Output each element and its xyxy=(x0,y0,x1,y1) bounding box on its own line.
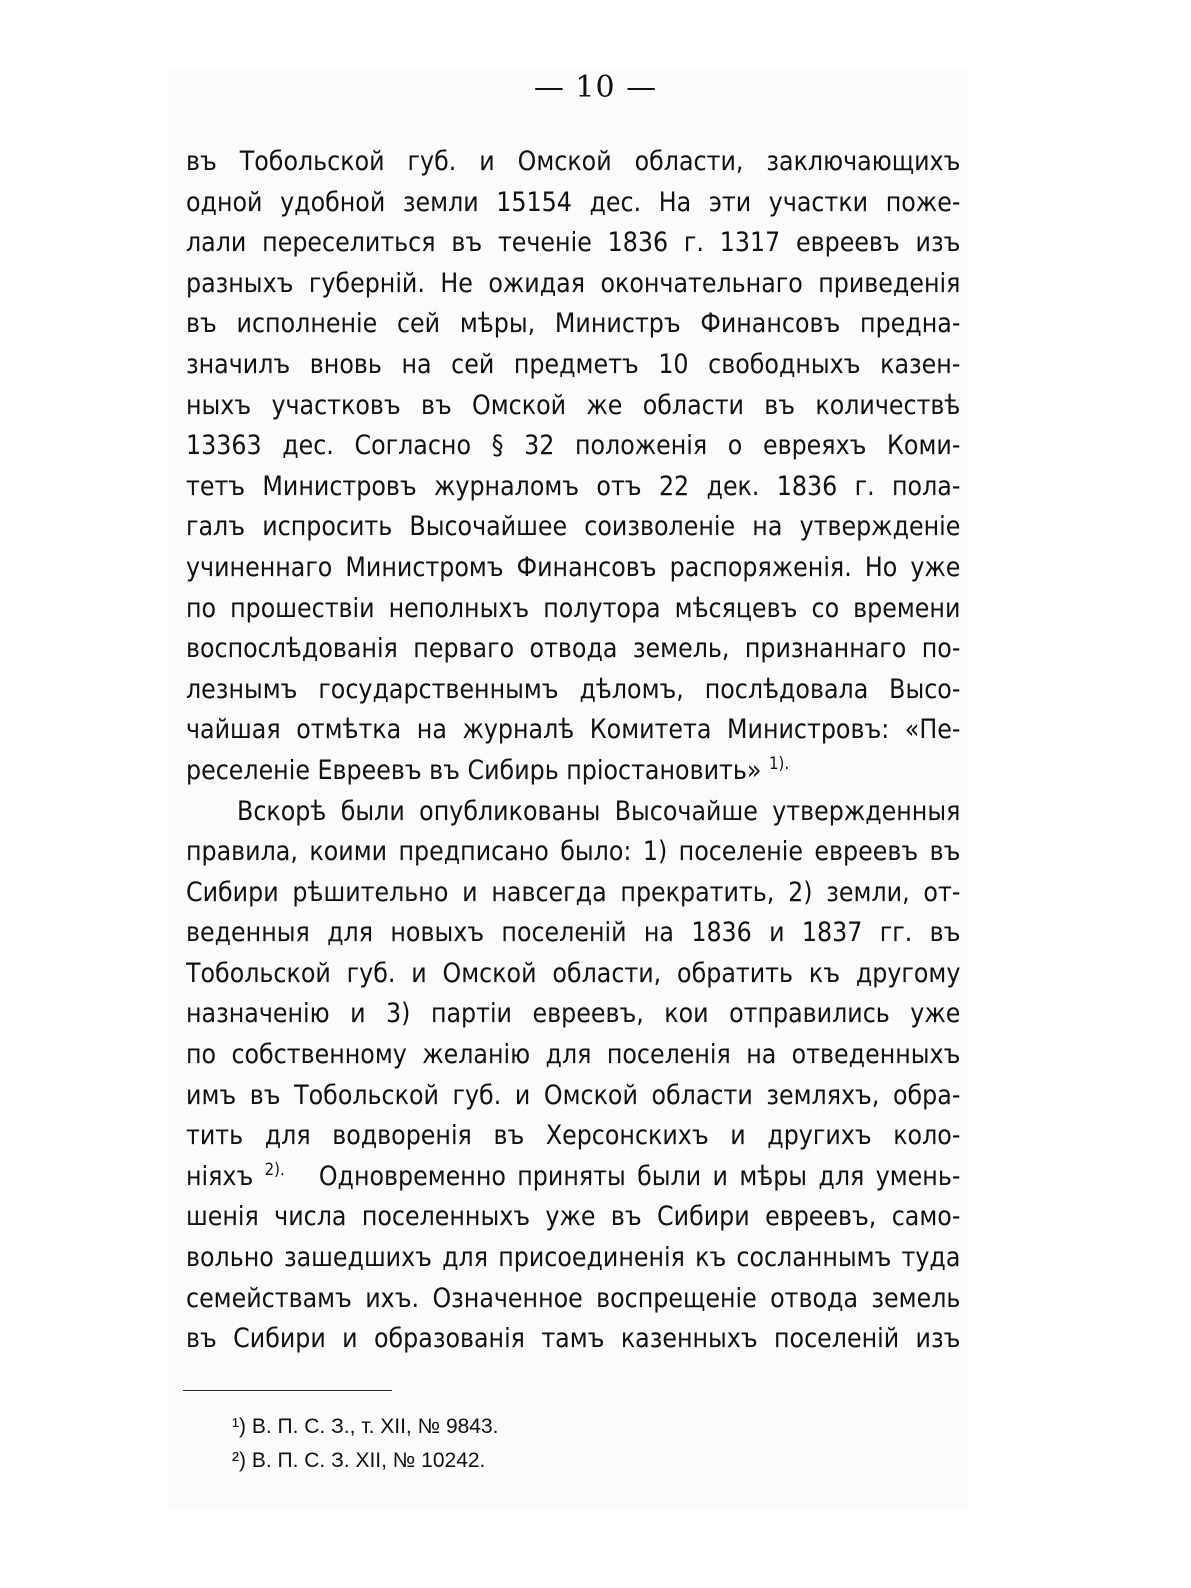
text-line: одной удобной земли 15154 дес. На эти участки поже- xyxy=(186,186,961,218)
footnote: ¹) В. П. С. З., т. XII, № 9843. xyxy=(232,1415,499,1438)
text-line: чайшая отмѣтка на журналѣ Комитета Министровъ: «Пе- xyxy=(186,714,961,746)
text-line: имъ въ Тобольской губ. и Омской области земляхъ, обра- xyxy=(186,1079,961,1111)
body-text xyxy=(186,142,960,1360)
text-line: лали переселиться въ теченіе 1836 г. 1317 евреевъ изъ xyxy=(186,227,961,259)
text-line-content: реселеніе Евреевъ въ Сибирь пріостановить» xyxy=(186,754,762,786)
text-line: значилъ вновь на сей предметъ 10 свободныхъ казен- xyxy=(186,348,961,380)
text-line: воспослѣдованія перваго отвода земель, признаннаго по- xyxy=(186,633,961,665)
text-line: веденныя для новыхъ поселеній на 1836 и 1837 гг. въ xyxy=(186,917,961,949)
text-line: тить для водворенія въ Херсонскихъ и другихъ коло- xyxy=(186,1120,961,1152)
text-line: назначенію и 3) партіи евреевъ, кои отправились уже xyxy=(186,998,961,1030)
text-line: вольно зашедшихъ для присоединенія къ сосланнымъ туда xyxy=(186,1242,961,1274)
text-line: Тобольской губ. и Омской области, обратить къ другому xyxy=(186,957,961,989)
text-line-rest: Одновременно приняты были и мѣры для умень- xyxy=(318,1160,961,1192)
text-line xyxy=(186,1157,960,1198)
text-line: лезнымъ государственнымъ дѣломъ, послѣдовала Высо- xyxy=(186,673,961,705)
text-line: въ Тобольской губ. и Омской области, заключающихъ xyxy=(186,146,961,177)
footnotes xyxy=(232,1410,499,1478)
text-line: шенія числа поселенныхъ уже въ Сибири евреевъ, само- xyxy=(186,1201,961,1233)
footnote-reference: 1). xyxy=(768,753,790,774)
text-line: Вскорѣ были опубликованы Высочайше утвержденныя xyxy=(237,795,961,827)
text-line: правила, коими предписано было: 1) поселеніе евреевъ въ xyxy=(186,836,961,868)
text-line: тетъ Министровъ журналомъ отъ 22 дек. 1836 г. пола- xyxy=(186,470,961,502)
text-line: въ Сибири и образованія тамъ казенныхъ поселеній изъ xyxy=(186,1323,961,1355)
text-line: 13363 дес. Согласно § 32 положенія о евреяхъ Коми- xyxy=(186,430,961,462)
text-line: галъ испросить Высочайшее соизволеніе на утвержденіе xyxy=(186,511,961,543)
text-line: по прошествіи неполныхъ полутора мѣсяцевъ со времени xyxy=(186,592,961,624)
text-line: семействамъ ихъ. Означенное воспрещеніе отвода земель xyxy=(186,1282,961,1314)
text-line: по собственному желанію для поселенія на отведенныхъ xyxy=(186,1039,961,1071)
footnote-reference: 2). xyxy=(264,1159,285,1180)
text-line: въ исполненіе сей мѣры, Министръ Финансовъ предна- xyxy=(186,308,961,340)
text-line: ныхъ участковъ въ Омской же области въ количествѣ xyxy=(186,389,961,421)
footnote: ²) В. П. С. З. XII, № 10242. xyxy=(232,1449,486,1472)
text-line: Сибири рѣшительно и навсегда прекратить, 2) земли, от- xyxy=(186,876,961,908)
text-line: разныхъ губерній. Не ожидая окончательнаго приведенія xyxy=(186,267,961,299)
text-line: учиненнаго Министромъ Финансовъ распоряженія. Но уже xyxy=(186,551,961,583)
text-line xyxy=(186,751,960,792)
page-number: — 10 — xyxy=(533,70,658,105)
footnote-divider xyxy=(183,1390,392,1391)
text-line-start: ніяхъ xyxy=(186,1160,254,1192)
